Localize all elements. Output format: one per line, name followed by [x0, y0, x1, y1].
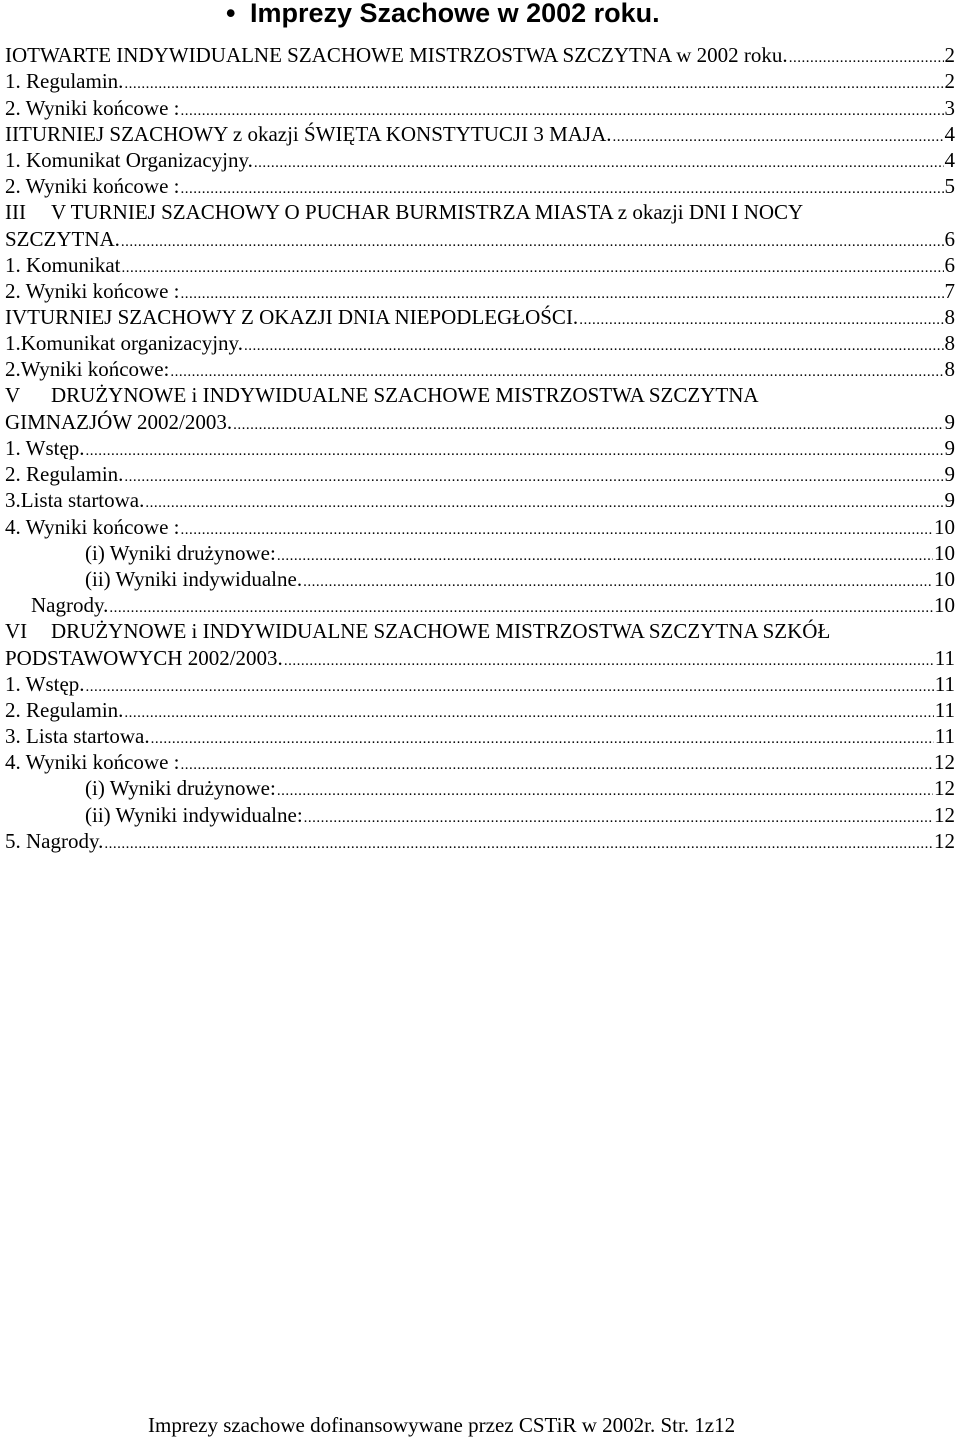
- toc-page-number: 11: [934, 697, 955, 722]
- toc-entry-label: 2. Wyniki końcowe :: [5, 95, 180, 120]
- toc-dot-leader: [613, 121, 944, 147]
- toc-dot-leader: [104, 828, 933, 854]
- toc-entry[interactable]: [5, 252, 955, 278]
- toc-section-number: II: [5, 121, 19, 146]
- toc-dot-leader: [244, 330, 944, 356]
- document-title: [0, 0, 960, 30]
- toc-section-number: V: [5, 383, 21, 408]
- toc-entry[interactable]: [5, 225, 955, 251]
- title-text: Imprezy Szachowe w 2002 roku.: [250, 0, 660, 28]
- toc-page-number: 8: [944, 357, 955, 382]
- toc-entry[interactable]: [5, 356, 955, 382]
- toc-entry-label: 1.Komunikat organizacyjny.: [5, 331, 243, 356]
- toc-entry-label: Nagrody.: [31, 593, 109, 618]
- toc-page-number: 7: [944, 278, 955, 303]
- toc-entry[interactable]: [5, 513, 955, 539]
- toc-entry[interactable]: [5, 173, 955, 199]
- toc-section-number: I: [5, 43, 12, 68]
- toc-entry[interactable]: [5, 566, 955, 592]
- toc-entry-label: 3. Lista startowa.: [5, 724, 150, 749]
- toc-dot-leader: [124, 461, 943, 487]
- toc-entry-label: (i) Wyniki drużynowe:: [85, 540, 276, 565]
- toc-entry-label: 1. Regulamin.: [5, 69, 124, 94]
- toc-entry-label: 3.Lista startowa.: [5, 488, 145, 513]
- toc-page-number: 8: [944, 305, 955, 330]
- toc-page-number: 8: [944, 331, 955, 356]
- toc-dot-leader: [124, 68, 943, 94]
- toc-dot-leader: [86, 671, 934, 697]
- toc-dot-leader: [789, 42, 944, 68]
- toc-entry-line[interactable]: [5, 382, 955, 408]
- toc-page-number: 2: [944, 69, 955, 94]
- toc-entry[interactable]: [5, 749, 955, 775]
- toc-entry-label: OTWARTE INDYWIDUALNE SZACHOWE MISTRZOSTWA SZCZYTNA w 2002 roku.: [12, 43, 788, 68]
- toc-entry-line[interactable]: [5, 199, 955, 225]
- toc-dot-leader: [170, 356, 943, 382]
- toc-entry-label: 5. Nagrody.: [5, 828, 104, 853]
- toc-page-number: 10: [934, 566, 955, 591]
- toc-entry-label: 4. Wyniki końcowe :: [5, 514, 180, 539]
- toc-entry-label: TURNIEJ SZACHOWY z okazji ŚWIĘTA KONSTYTUCJI 3 MAJA.: [19, 121, 612, 146]
- toc-entry-label: (ii) Wyniki indywidualne.: [85, 566, 303, 591]
- toc-entry-label-continued: PODSTAWOWYCH 2002/2003.: [5, 645, 283, 670]
- toc-entry-label: 2. Wyniki końcowe :: [5, 174, 180, 199]
- toc-entry-label: 1. Komunikat: [5, 252, 121, 277]
- toc-entry[interactable]: [5, 775, 955, 801]
- toc-dot-leader: [277, 775, 933, 801]
- title-bullet: •: [226, 0, 236, 28]
- toc-page-number: 10: [934, 540, 955, 565]
- toc-page-number: 3: [944, 95, 955, 120]
- toc-entry[interactable]: [5, 592, 955, 618]
- toc-entry-label: V TURNIEJ SZACHOWY O PUCHAR BURMISTRZA MIASTA z okazji DNI I NOCY: [51, 200, 804, 225]
- toc-entry[interactable]: [5, 644, 955, 670]
- toc-entry-label: 1. Komunikat Organizacyjny.: [5, 147, 253, 172]
- toc-dot-leader: [181, 749, 934, 775]
- toc-dot-leader: [122, 252, 944, 278]
- toc-entry-label: 1. Wstęp.: [5, 671, 85, 696]
- toc-page-number: 9: [944, 488, 955, 513]
- page-footer: Imprezy szachowe dofinansowywane przez CSTiR w 2002r. Str. 1z12: [148, 1413, 736, 1437]
- toc-entry[interactable]: [5, 487, 955, 513]
- toc-entry[interactable]: [5, 540, 955, 566]
- toc-page-number: 5: [944, 174, 955, 199]
- toc-page-number: 9: [944, 436, 955, 460]
- toc-dot-leader: [181, 95, 944, 121]
- toc-page-number: 11: [934, 645, 955, 670]
- toc-section-number: VI: [5, 619, 28, 644]
- toc-page-number: 9: [944, 462, 955, 487]
- toc-entry[interactable]: [5, 278, 955, 304]
- toc-entry[interactable]: [5, 147, 955, 173]
- toc-page-number: 10: [934, 514, 955, 539]
- toc-dot-leader: [277, 540, 933, 566]
- toc-page-number: 4: [944, 147, 955, 172]
- toc-dot-leader: [284, 645, 934, 671]
- toc-entry-label: (ii) Wyniki indywidualne:: [85, 802, 303, 827]
- toc-page-number: 4: [944, 121, 955, 146]
- toc-entry-label: 2. Wyniki końcowe :: [5, 278, 180, 303]
- toc-page-number: 11: [934, 671, 955, 696]
- toc-entry-line[interactable]: [5, 618, 955, 644]
- toc-dot-leader: [303, 566, 933, 592]
- toc-dot-leader: [254, 147, 944, 173]
- toc-entry-label: 2. Regulamin.: [5, 697, 124, 722]
- toc-dot-leader: [145, 487, 943, 513]
- toc-entry[interactable]: [5, 435, 955, 461]
- toc-entry[interactable]: [5, 330, 955, 356]
- toc-entry[interactable]: [5, 461, 955, 487]
- toc-entry-label-continued: GIMNAZJÓW 2002/2003.: [5, 409, 233, 434]
- toc-page-number: 10: [934, 593, 955, 618]
- toc-dot-leader: [304, 802, 933, 828]
- toc-page-number: 6: [944, 226, 955, 251]
- toc-dot-leader: [579, 304, 943, 330]
- toc-dot-leader: [109, 592, 933, 618]
- toc-dot-leader: [86, 435, 944, 461]
- table-of-contents: [5, 42, 955, 854]
- toc-entry-label: (i) Wyniki drużynowe:: [85, 776, 276, 801]
- toc-page-number: 2: [944, 43, 955, 68]
- toc-entry[interactable]: [5, 304, 955, 330]
- toc-entry-label: 2. Regulamin.: [5, 462, 124, 487]
- toc-entry-label: DRUŻYNOWE i INDYWIDUALNE SZACHOWE MISTRZOSTWA SZCZYTNA SZKÓŁ: [51, 619, 831, 644]
- toc-page-number: 12: [934, 750, 955, 775]
- toc-entry[interactable]: [5, 409, 955, 435]
- toc-entry[interactable]: [5, 697, 955, 723]
- toc-entry[interactable]: [5, 671, 955, 697]
- toc-page-number: 9: [944, 409, 955, 434]
- toc-entry-label-continued: SZCZYTNA.: [5, 226, 120, 251]
- toc-page-number: 12: [934, 828, 955, 853]
- toc-entry-label: 2.Wyniki końcowe:: [5, 357, 170, 382]
- toc-entry[interactable]: [5, 121, 955, 147]
- toc-page-number: 11: [934, 724, 955, 749]
- toc-dot-leader: [124, 697, 933, 723]
- toc-page-number: 12: [934, 802, 955, 827]
- toc-dot-leader: [121, 226, 944, 252]
- toc-dot-leader: [151, 723, 934, 749]
- toc-page-number: 6: [944, 252, 955, 277]
- toc-entry[interactable]: [5, 801, 955, 827]
- toc-entry[interactable]: [5, 94, 955, 120]
- toc-entry[interactable]: [5, 828, 955, 854]
- toc-dot-leader: [181, 278, 944, 304]
- toc-entry[interactable]: [5, 723, 955, 749]
- toc-entry[interactable]: [5, 42, 955, 68]
- toc-entry[interactable]: [5, 68, 955, 94]
- toc-dot-leader: [181, 173, 944, 199]
- toc-section-number: III: [5, 200, 26, 225]
- toc-page-number: 12: [934, 776, 955, 801]
- toc-entry-label: 1. Wstęp.: [5, 436, 85, 460]
- toc-dot-leader: [233, 409, 943, 435]
- toc-entry-label: DRUŻYNOWE i INDYWIDUALNE SZACHOWE MISTRZOSTWA SZCZYTNA: [51, 383, 759, 408]
- toc-entry-label: TURNIEJ SZACHOWY Z OKAZJI DNIA NIEPODLEGŁOŚCI.: [27, 305, 579, 330]
- toc-entry-label: 4. Wyniki końcowe :: [5, 750, 180, 775]
- toc-dot-leader: [181, 514, 934, 540]
- toc-section-number: IV: [5, 305, 28, 330]
